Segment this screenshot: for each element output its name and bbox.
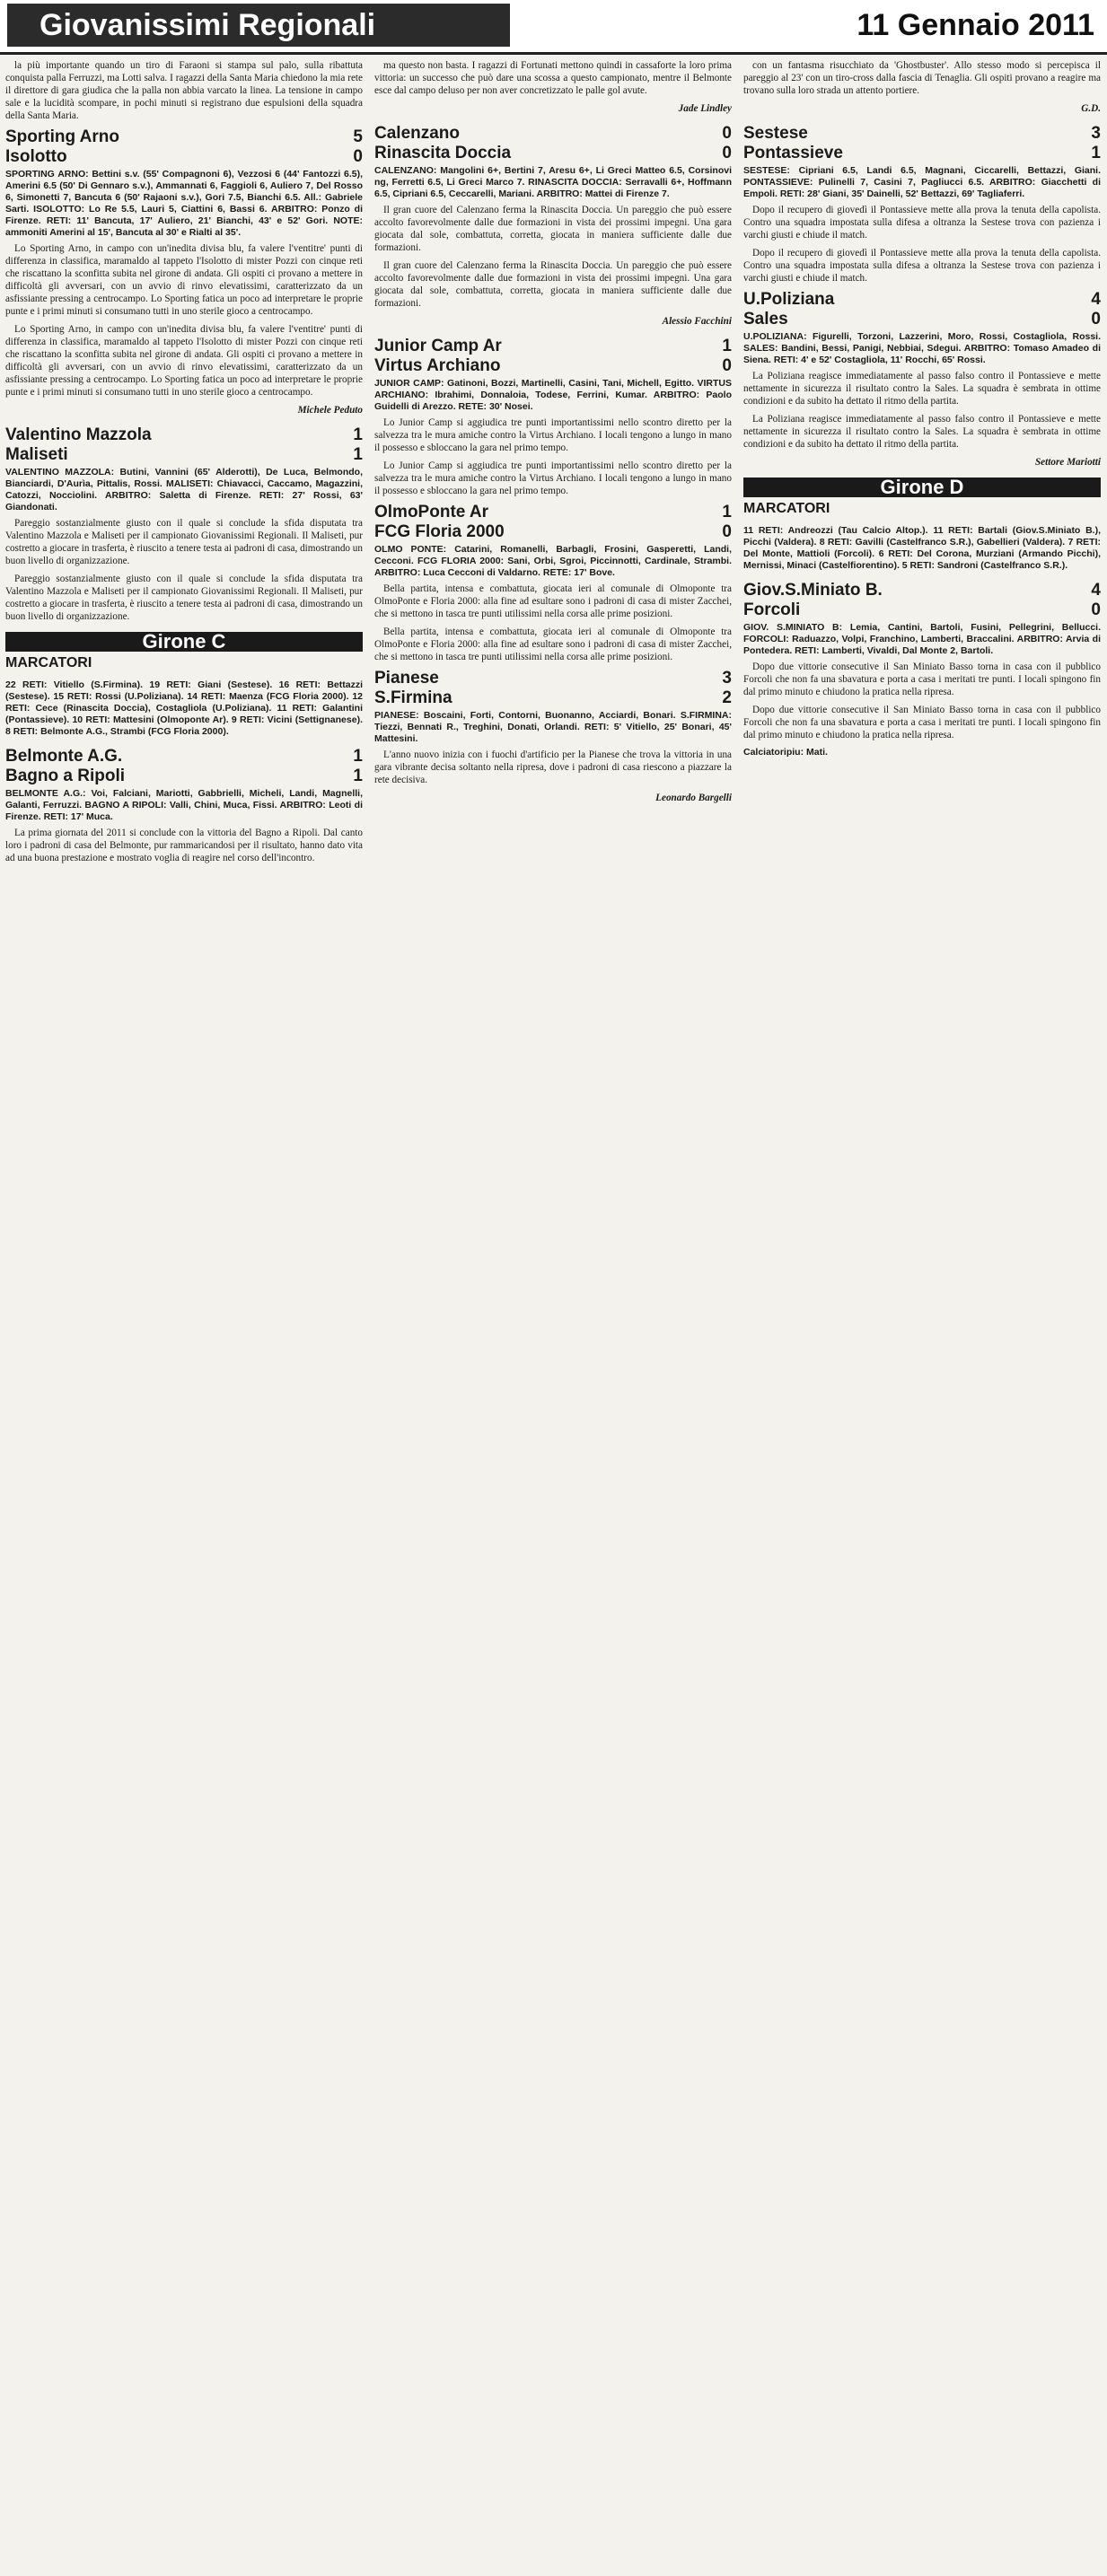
match-lineup: GIOV. S.MINIATO B: Lemia, Cantini, Bartoli, Fusini, Pellegrini, Bellucci. FORCOLI: Raduazzo, Volpi, Franchino, Lamberti, Braccalini. ARBITRO: Arvia di Pontedera. RETI: Lamberti, Vivaldi, Dal Monte 2, Bartoli.	[743, 622, 1101, 656]
match-olmoponte-floria	[374, 503, 732, 542]
match-lineup: CALENZANO: Mangolini 6+, Bertini 7, Aresu 6+, Li Greci Matteo 6.5, Corsinovi ng, Ferretti 6.5, Li Greci Marco 7. RINASCITA DOCCIA: Serravalli 6+, Hoffmann 6.5, Cipriani 6.5, Ceccarelli, Mariani. ARBITRO: Mattei di Firenze 7.	[374, 165, 732, 199]
away-score: 0	[1091, 310, 1101, 329]
match-report: Bella partita, intensa e combattuta, giocata ieri al comunale di Olmoponte tra OlmoPonte e Floria 2000: alla fine ad esultare sono i padroni di casa di mister Zacchei, che si mettono in tasca tre punti utilissimi nella corsa alle prime posizioni.	[374, 583, 732, 619]
match-lineup: PIANESE: Boscaini, Forti, Contorni, Buonanno, Acciardi, Bonari. S.FIRMINA: Tiezzi, Bennati R., Treghini, Donati, Orlandi. RETI: 5' Vitiello, 25' Bonari, 45' Mattesini.	[374, 710, 732, 744]
away-score: 0	[722, 356, 732, 375]
away-score: 1	[1091, 144, 1101, 162]
home-team: OlmoPonte Ar	[374, 503, 489, 521]
match-report-continued: Dopo due vittorie consecutive il San Miniato Basso torna in casa con il pubblico Forcoli che non fa una sbavatura e porta a casa i meritati tre punti. I locali spingono fin dal primo minuto e chiudono la pratica nella ripresa.	[743, 705, 1101, 740]
match-report-continued: Bella partita, intensa e combattuta, giocata ieri al comunale di Olmoponte tra OlmoPonte e Floria 2000: alla fine ad esultare sono i padroni di casa di mister Zacchei, che si mettono in tasca tre punti utilissimi nella corsa alle prime posizioni.	[374, 626, 732, 662]
away-team: Forcoli	[743, 600, 801, 619]
home-team: Giov.S.Miniato B.	[743, 581, 883, 600]
away-team: Virtus Archiano	[374, 356, 501, 375]
home-team: Junior Camp Ar	[374, 337, 502, 355]
girone-d-banner: Girone D	[743, 478, 1101, 497]
away-team: Rinascita Doccia	[374, 144, 512, 162]
article-intro: la più importante quando un tiro di Faraoni si stampa sul palo, sulla ribattuta conquista palla Ferruzzi, ma Lotti salva. I ragazzi della Santa Maria chiedono la mia rete il direttore di gara giudica che la palla non abbia varcato la linea. La tensione in campo sale e la lucidità scompare, in pochi minuti si registrano due espulsioni della squadra della Santa Maria.	[5, 60, 363, 121]
article-intro: con un fantasma risucchiato da 'Ghostbuster'. Allo stesso modo si percepisca il pareggio al 23' con un tiro-cross dalla fascia di Tenaglia. Gli ospiti provano a reagire ma trovano sulla loro strada un attento portiere.	[743, 60, 1101, 96]
home-score: 0	[722, 124, 732, 143]
section-title: Giovanissimi Regionali	[7, 4, 510, 47]
match-belmonte-bagno	[5, 747, 363, 786]
away-team: FCG Floria 2000	[374, 522, 505, 541]
home-score: 1	[722, 337, 732, 355]
column-3	[743, 59, 1101, 762]
page-header	[0, 0, 1107, 55]
match-report-continued: Dopo il recupero di giovedì il Pontassieve mette alla prova la tenuta della capolista. Contro una squadra impostata sulla difesa a oltranza la Sestese trova con pazienza i varchi giusti e chiude il match.	[743, 248, 1101, 284]
match-lineup: BELMONTE A.G.: Voi, Falciani, Mariotti, Gabbrielli, Micheli, Landi, Magnelli, Galanti, Ferruzzi. BAGNO A RIPOLI: Valli, Chini, Muca, Fissi. ARBITRO: Leoti di Firenze. RETI: 17' Muca.	[5, 788, 363, 822]
match-report-continued: Lo Sporting Arno, in campo con un'inedita divisa blu, fa valere l'ventitre' punti di differenza in classifica, maramaldo al tappeto l'Isolotto di mister Pozzi con cinque reti che riscattano la sconfitta subita nel girone di andata. Gli ospiti ci provano a mettere in difficoltà gli avversari, con un avvio di rinvo elevatissimi, caratterizzato da un asfissiante pressing a centrocampo. Lo Sporting fatica un poco ad interpretare le proprie punte e i primi minuti si consumano tutti in uno sterile gioco a centrocampo.	[5, 324, 363, 398]
author-signature: Alessio Facchini	[662, 316, 732, 327]
match-report: La prima giornata del 2011 si conclude con la vittoria del Bagno a Ripoli. Dal canto loro i padroni di casa del Belmonte, pur rammaricandosi per il risultato, hanno dato vita ad una buona prestazione e mostrato voglia di reagire nel corso dell'incontro.	[5, 828, 363, 863]
match-lineup: SPORTING ARNO: Bettini s.v. (55' Compagnoni 6), Vezzosi 6 (44' Fantozzi 6.5), Amerini 6.5 (50' Di Gennaro s.v.), Ammannati 6, Faggioli 6, Auliero 7, Del Rosso 6, Simonetti 7, Bancuta 6 (50' Rajaoni s.v.), Gori 7.5, Bianchi 6.5. All.: Gabriele Sarti. ISOLOTTO: Lo Re 5.5, Lauri 5, Ciattini 6, Bassi 6. ARBITRO: Ponzo di Firenze. RETI: 11' Bancuta, 17' Auliero, 21' Bianchi, 43' e 52' Gori. NOTE: ammoniti Amerini al 15', Bancuta al 30' e Rialti al 35'.	[5, 169, 363, 238]
away-score: 0	[722, 522, 732, 541]
scorers-list: 22 RETI: Vitiello (S.Firmina). 19 RETI: Giani (Sestese). 16 RETI: Bettazzi (Sestese). 15 RETI: Rossi (U.Poliziana). 14 RETI: Maenza (FCG Floria 2000). 12 RETI: Cece (Rinascita Doccia), Costagliola (U.Poliziana). 11 RETI: Galantini (Pontassieve). 10 RETI: Mattesini (Olmoponte Ar). 9 RETI: Vicini (Settignanese). 8 RETI: Belmonte A.G., Strambi (FCG Floria 2000).	[5, 679, 363, 737]
home-score: 1	[353, 747, 363, 766]
match-report-continued: La Poliziana reagisce immediatamente al passo falso contro il Pontassieve e mette nettamente in sicurezza il risultato contro la Sales. La squadra è sembrata in ottime condizioni e da subito ha dettato il ritmo della partita.	[743, 414, 1101, 450]
match-sporting-isolotto	[5, 127, 363, 167]
away-score: 2	[722, 688, 732, 707]
away-score: 0	[1091, 600, 1101, 619]
match-report-continued: Il gran cuore del Calenzano ferma la Rinascita Doccia. Un pareggio che può essere accolto favorevolmente dalle due formazioni in vista dei prossimi impegni. Una gara giocata dal sole, combattuta, corretta, giocata in maniera sufficiente dalle due formazioni.	[374, 260, 732, 309]
home-team: Belmonte A.G.	[5, 747, 123, 766]
away-team: S.Firmina	[374, 688, 452, 707]
marcatori-title: MARCATORI	[743, 501, 830, 516]
home-team: Pianese	[374, 669, 439, 688]
match-report: Dopo due vittorie consecutive il San Miniato Basso torna in casa con il pubblico Forcoli che non fa una sbavatura e porta a casa i meritati tre punti. I locali spingono fin dal primo minuto e chiudono la pratica nella ripresa.	[743, 662, 1101, 697]
match-report: La Poliziana reagisce immediatamente al passo falso contro il Pontassieve e mette nettamente in sicurezza il risultato contro la Sales. La squadra è sembrata in ottime condizioni e da subito ha dettato il ritmo della partita.	[743, 371, 1101, 407]
match-report-continued: Pareggio sostanzialmente giusto con il quale si conclude la sfida disputata tra Valentino Mazzola e Maliseti per il campionato Giovanissimi Regionali. Il Maliseti, pur costretto a giocare in trasferta, è riuscito a tenere testa ai padroni di casa, dimostrando un buon livello di organizzazione.	[5, 574, 363, 622]
away-team: Bagno a Ripoli	[5, 767, 125, 785]
home-score: 1	[353, 425, 363, 444]
player-caption: Calciatoripiu: Mati.	[743, 747, 828, 758]
home-score: 4	[1091, 290, 1101, 309]
match-lineup: U.POLIZIANA: Figurelli, Torzoni, Lazzerini, Moro, Rossi, Costagliola, Rossi. SALES: Bandini, Bessi, Panigi, Nebbiai, Sdegui. ARBITRO: Tomaso Amadeo di Siena. RETI: 4' e 52' Costagliola, 11' Rocchi, 65' Rossi.	[743, 331, 1101, 365]
match-lineup: SESTESE: Cipriani 6.5, Landi 6.5, Magnani, Ciccarelli, Bettazzi, Giani. PONTASSIEVE: Pulinelli 7, Casini 7, Pagliucci 6.5. ARBITRO: Giacchetti di Empoli. RETI: 28' Giani, 35' Dainelli, 52' Bettazzi, 69' Tagliaferri.	[743, 165, 1101, 199]
home-score: 3	[1091, 124, 1101, 143]
away-team: Maliseti	[5, 445, 68, 464]
home-score: 1	[722, 503, 732, 521]
match-report: Lo Sporting Arno, in campo con un'inedita divisa blu, fa valere l'ventitre' punti di differenza in classifica, maramaldo al tappeto l'Isolotto di mister Pozzi con cinque reti che riscattano la sconfitta subita nel girone di andata. Gli ospiti ci provano a mettere in difficoltà gli avversari, con un avvio di rinvo elevatissimi, caratterizzato da un asfissiante pressing a centrocampo. Lo Sporting fatica un poco ad interpretare le proprie punte e i primi minuti si consumano tutti in uno sterile gioco a centrocampo.	[5, 243, 363, 317]
match-report-continued: Lo Junior Camp si aggiudica tre punti importantissimi nello scontro diretto per la salvezza tra le mura amiche contro la Virtus Archiano. I locali tengono a lungo in mano il possesso e sbloccano la gara nel primo tempo.	[374, 460, 732, 496]
home-score: 4	[1091, 581, 1101, 600]
home-team: Sestese	[743, 124, 808, 143]
away-score: 0	[353, 147, 363, 166]
match-lineup: OLMO PONTE: Catarini, Romanelli, Barbagli, Frosini, Gasperetti, Landi, Cecconi. FCG FLORIA 2000: Sani, Orbi, Sgroi, Piccinnotti, Cardinale, Strambi. ARBITRO: Luca Cecconi di Valdarno. RETE: 17' Bove.	[374, 544, 732, 578]
match-lineup: VALENTINO MAZZOLA: Butini, Vannini (65' Alderotti), De Luca, Belmondo, Bianciardi, D'Aurìa, Pittalis, Rossi. MALISETI: Chiavacci, Caccamo, Magazzini, Catozzi, Nocciolini. ARBITRO: Saletta di Firenze. RETI: 27' Rossi, 63' Giandonati.	[5, 467, 363, 513]
away-team: Isolotto	[5, 147, 67, 166]
scorers-list: 11 RETI: Andreozzi (Tau Calcio Altop.). 11 RETI: Bartali (Giov.S.Miniato B.), Picchi (Valdera). 8 RETI: Gavilli (Castelfranco S.R.), Gabellieri (Valdera). 7 RETI: Del Monte, Mattioli (Forcoli). 6 RETI: Del Corona, Murziani (Armando Picchi), Mernissi, Minaci (Castelfiorentino). 5 RETI: Sandroni (Castelfranco S.R.).	[743, 524, 1101, 571]
author-signature: Leonardo Bargelli	[655, 793, 732, 803]
match-report: Dopo il recupero di giovedì il Pontassieve mette alla prova la tenuta della capolista. Contro una squadra impostata sulla difesa a oltranza la Sestese trova con pazienza i varchi giusti e chiude il match.	[743, 205, 1101, 241]
match-calenzano-doccia	[374, 124, 732, 163]
away-score: 1	[353, 445, 363, 464]
author-signature: Settore Mariotti	[1034, 457, 1101, 468]
author-signature: Michele Peduto	[297, 405, 363, 416]
home-team: Calenzano	[374, 124, 461, 143]
issue-date: 11 Gennaio 2011	[857, 8, 1094, 42]
match-junior-virtus	[374, 337, 732, 376]
column-1	[5, 59, 363, 870]
away-score: 1	[353, 767, 363, 785]
column-2	[374, 59, 732, 813]
home-team: Sporting Arno	[5, 127, 119, 146]
girone-c-banner: Girone C	[5, 632, 363, 652]
marcatori-title: MARCATORI	[5, 655, 92, 670]
away-team: Pontassieve	[743, 144, 843, 162]
home-team: Valentino Mazzola	[5, 425, 152, 444]
match-report: Il gran cuore del Calenzano ferma la Rinascita Doccia. Un pareggio che può essere accolto favorevolmente dalle due formazioni in vista dei prossimi impegni. Una gara giocata dal sole, combattuta, corretta, giocata in maniera sufficiente dalle due formazioni.	[374, 205, 732, 253]
article-intro: ma questo non basta. I ragazzi di Fortunati mettono quindi in cassaforte la loro prima vittoria: un successo che può dare una scossa a questo campionato, mentre il Belmonte esce dal campo deluso per non aver concretizzato le palle gol avute.	[374, 60, 732, 96]
match-report: Pareggio sostanzialmente giusto con il quale si conclude la sfida disputata tra Valentino Mazzola e Maliseti per il campionato Giovanissimi Regionali. Il Maliseti, pur costretto a giocare in trasferta, è riuscito a tenere testa ai padroni di casa, dimostrando un buon livello di organizzazione.	[5, 518, 363, 566]
match-sminiato-forcoli	[743, 581, 1101, 620]
match-report: Lo Junior Camp si aggiudica tre punti importantissimi nello scontro diretto per la salvezza tra le mura amiche contro la Virtus Archiano. I locali tengono a lungo in mano il possesso e sbloccano la gara nel primo tempo.	[374, 417, 732, 453]
home-score: 5	[353, 127, 363, 146]
away-team: Sales	[743, 310, 788, 329]
match-report: L'anno nuovo inizia con i fuochi d'artificio per la Pianese che trova la vittoria in una gara vibrante decisa soltanto nella ripresa, dove i padroni di casa riescono a piazzare la rete decisiva.	[374, 749, 732, 785]
away-score: 0	[722, 144, 732, 162]
author-signature: G.D.	[1081, 103, 1101, 114]
match-poliziana-sales	[743, 290, 1101, 329]
home-team: U.Poliziana	[743, 290, 835, 309]
home-score: 3	[722, 669, 732, 688]
match-mazzola-maliseti	[5, 425, 363, 465]
match-sestese-pontassieve	[743, 124, 1101, 163]
match-pianese-sfirmina	[374, 669, 732, 708]
match-lineup: JUNIOR CAMP: Gatinoni, Bozzi, Martinelli, Casini, Tani, Michell, Egitto. VIRTUS ARCHIANO: Ibrahimi, Donnaloia, Todese, Ferrini, Kumar. ARBITRO: Paolo Guidelli di Arezzo. RETE: 30' Nosei.	[374, 378, 732, 412]
author-signature: Jade Lindley	[678, 103, 732, 114]
